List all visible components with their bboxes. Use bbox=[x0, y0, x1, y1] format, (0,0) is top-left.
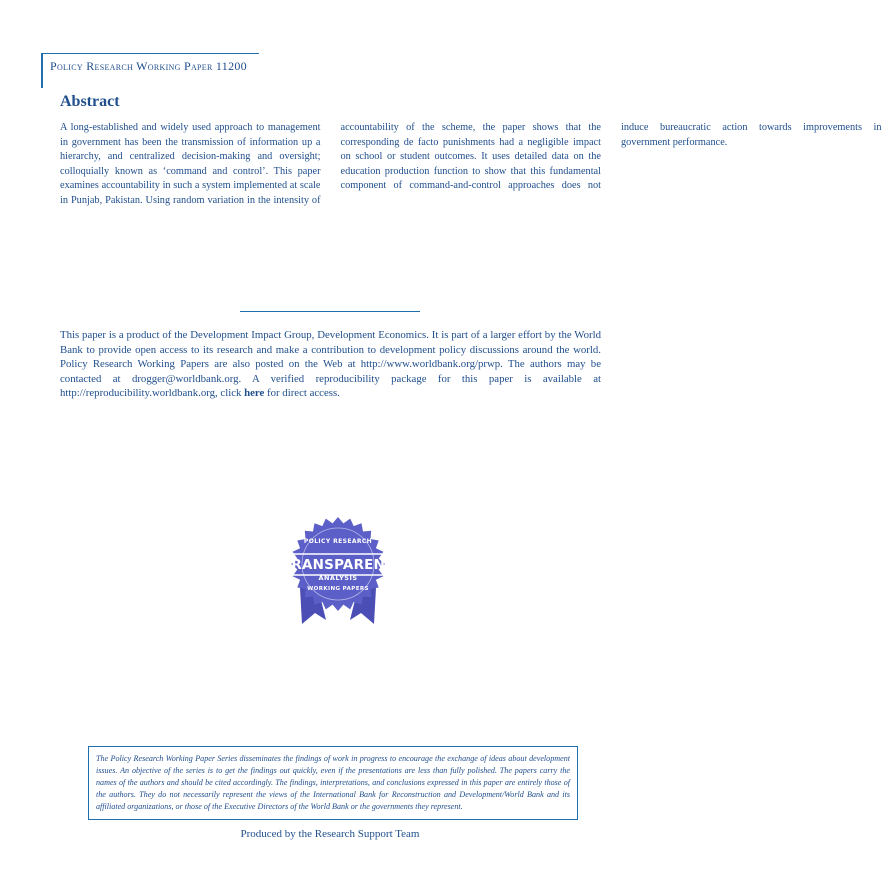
badge-sub-text: ANALYSIS bbox=[318, 574, 358, 582]
badge-bottom-text: WORKING PAPERS bbox=[307, 586, 369, 592]
badge-main-text: TRANSPARENT bbox=[282, 557, 395, 573]
series-header bbox=[41, 53, 259, 88]
badge-top-text: POLICY RESEARCH bbox=[303, 538, 373, 545]
footer-credit: Produced by the Research Support Team bbox=[240, 828, 420, 840]
info-text-after-link: for direct access. bbox=[264, 387, 340, 400]
abstract-body bbox=[60, 121, 882, 221]
disclaimer-text: The Policy Research Working Paper Series disseminates the findings of work in progress to encourage the exchange of ideas about development issues. An objective of the series is to get the findings out quickly, even if the presentations are less than fully polished. The papers carry the names of the authors and should be cited accordingly. The findings, interpretations, and conclusions expressed in this paper are entirely those of the authors. They do not necessarily represent the views of the International Bank for Reconstruction and Development/World Bank and its affiliated organizations, or those of the Executive Directors of the World Bank or the governments they represent. bbox=[96, 754, 570, 812]
info-text-before-link: This paper is a product of the Development Impact Group, Development Economics. It is part of a larger effort by the World Bank to provide open access to its research and make a contribution to development policy discussions around the world. Policy Research Working Papers are also posted on the Web at http://www.worldbank.org/prwp. The authors may be contacted at drogger@worldbank.org. A verified reproducibility package for this paper is available at http://reproducibility.worldbank.org, click bbox=[60, 329, 601, 400]
disclaimer-box bbox=[88, 746, 578, 820]
section-divider bbox=[240, 311, 420, 312]
series-title: Policy Research Working Paper 11200 bbox=[50, 59, 247, 73]
abstract-heading: Abstract bbox=[60, 93, 120, 110]
reproducibility-here-link[interactable]: here bbox=[244, 387, 265, 400]
abstract-text: A long-established and widely used approach to management in government has been the transmission of information up a hierarchy, and centralized decision-making and oversight; colloquially known as ‘command and control’. This paper examines accountability in such a system implemented at scale in Punjab, Pakistan. Using random variation in the intensity of accountability of the scheme, the paper shows that the corresponding de facto punishments had a negligible impact on school or student outcomes. It uses detailed data on the education production function to show that this fundamental component of command-and-control approaches does not induce bureaucratic action towards improvements in government performance. bbox=[60, 122, 882, 206]
transparent-analysis-badge bbox=[282, 516, 394, 628]
info-paragraph bbox=[60, 328, 601, 401]
